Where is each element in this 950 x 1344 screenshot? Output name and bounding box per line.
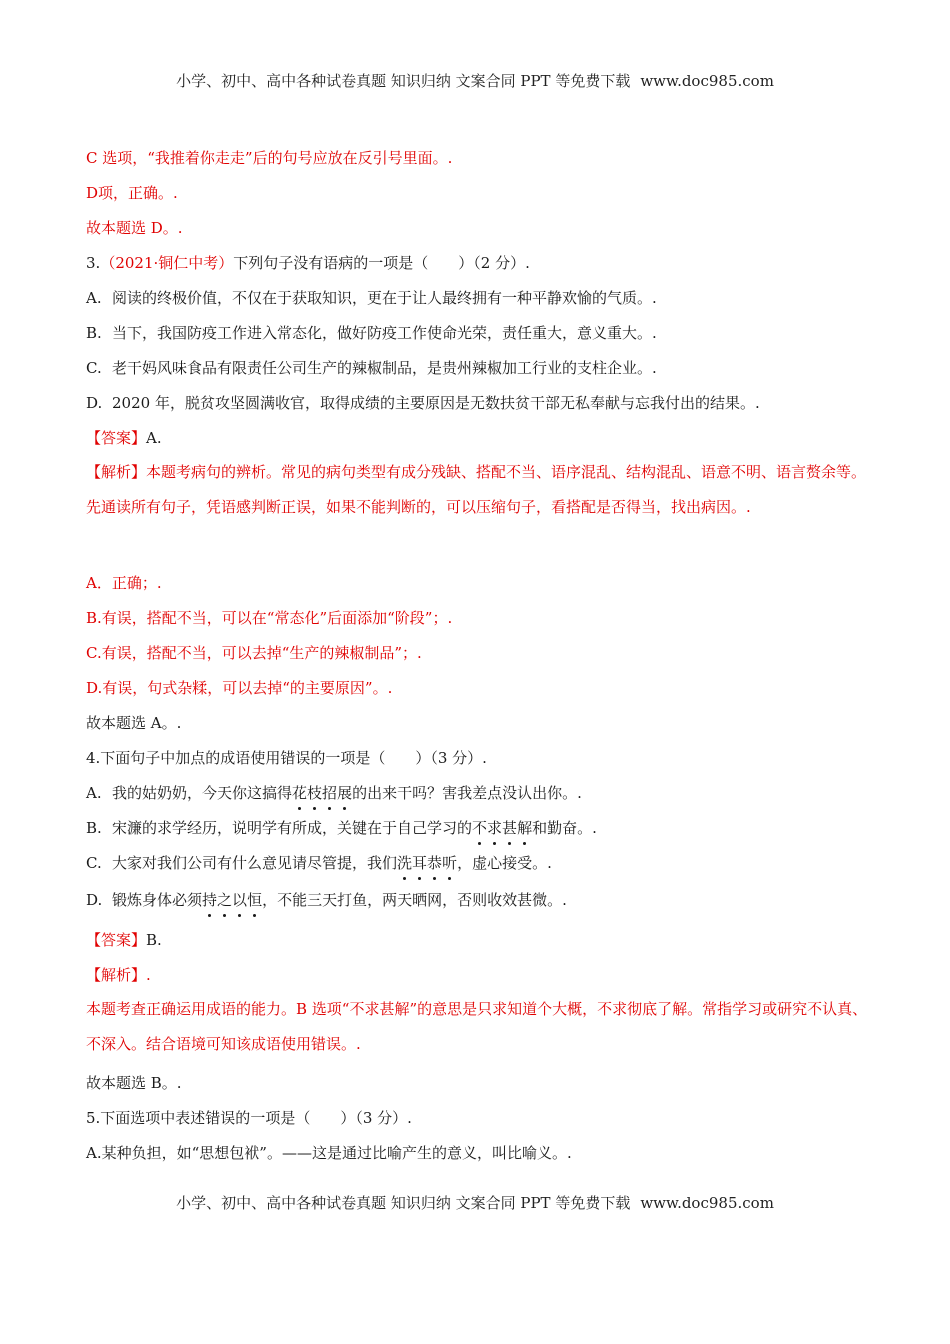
q4-option-before: 宋濂的求学经历，说明学有所成，关键在于自己学习的 — [112, 819, 473, 837]
dotted-character: 解 — [517, 819, 533, 837]
q4-dotted-idiom — [472, 819, 532, 837]
q3-option-letter: A. — [86, 289, 102, 307]
dotted-character: 招 — [322, 784, 338, 802]
dotted-character: 以 — [232, 891, 248, 909]
q4-option-before: 我的姑奶奶，今天你这搞得 — [112, 784, 293, 802]
q3-point-c: C.有误，搭配不当，可以去掉“生产的辣椒制品”；. — [86, 644, 422, 662]
q4-dotted-idiom — [292, 784, 352, 802]
page-footer — [0, 1192, 950, 1213]
q3-option-letter: B. — [86, 324, 102, 342]
q4-option-c — [86, 853, 876, 873]
q3-option-a — [86, 288, 876, 308]
q4-option-letter: B. — [86, 819, 102, 837]
q3-option-text: 老干妈风味食品有限责任公司生产的辣椒制品，是贵州辣椒加工行业的支柱企业。. — [112, 359, 657, 377]
q4-answer — [86, 930, 876, 950]
q3-option-d — [86, 393, 876, 413]
dotted-character: 花 — [292, 784, 308, 802]
dotted-character: 枝 — [307, 784, 323, 802]
page-header — [0, 70, 950, 91]
header-text: 小学、初中、高中各种试卷真题 知识归纳 文案合同 PPT 等免费下载 — [176, 72, 631, 90]
q3-option-text: 当下，我国防疫工作进入常态化，做好防疫工作使命光荣，责任重大，意义重大。. — [112, 324, 657, 342]
dotted-character: 恒 — [247, 891, 263, 909]
prev-option-d-analysis: D项，正确。. — [86, 184, 178, 202]
q3-point-a: A．正确；. — [86, 574, 162, 592]
q4-dotted-idiom — [202, 891, 262, 909]
dotted-character: 不 — [472, 819, 488, 837]
q3-option-letter: C. — [86, 359, 102, 377]
dotted-character: 甚 — [502, 819, 518, 837]
prev-option-c-analysis: C 选项，“我推着你走走”后的句号应放在反引号里面。. — [86, 149, 453, 167]
dotted-character: 求 — [487, 819, 503, 837]
dotted-character: 听 — [442, 854, 458, 872]
footer-text: 小学、初中、高中各种试卷真题 知识归纳 文案合同 PPT 等免费下载 — [176, 1194, 631, 1212]
q4-option-letter: C. — [86, 854, 102, 872]
q4-stem: 4.下面句子中加点的成语使用错误的一项是（ ）（3 分）. — [86, 749, 487, 767]
q4-option-after: ，不能三天打鱼，两天晒网，否则收效甚微。. — [262, 891, 567, 909]
q5-option-a: A.某种负担，如“思想包袱”。——这是通过比喻产生的意义，叫比喻义。. — [86, 1144, 572, 1162]
q4-option-after: ，虚心接受。. — [457, 854, 552, 872]
q4-conclusion: 故本题选 B。. — [86, 1074, 182, 1092]
q4-dotted-idiom — [397, 854, 457, 872]
dotted-character: 洗 — [397, 854, 413, 872]
q3-stem — [86, 253, 876, 273]
q3-conclusion: 故本题选 A。. — [86, 714, 182, 732]
q4-option-letter: A. — [86, 784, 102, 802]
dotted-character: 恭 — [427, 854, 443, 872]
header-url[interactable]: www.doc985.com — [640, 72, 774, 90]
q3-option-letter: D. — [86, 394, 103, 412]
q4-option-before: 锻炼身体必须 — [112, 891, 203, 909]
dotted-character: 耳 — [412, 854, 428, 872]
q3-analysis-text: 本题考病句的辨析。常见的病句类型有成分残缺、搭配不当、语序混乱、结构混乱、语意不明、语言赘余等。先通读所有句子，凭语感判断正误，如果不能判断的，可以压缩句子，看搭配是否得当，找出病因。. — [86, 463, 867, 516]
q3-answer-value: A. — [146, 429, 162, 447]
q4-option-letter: D. — [86, 891, 103, 909]
q4-option-d — [86, 890, 876, 910]
q3-option-b — [86, 323, 876, 343]
q3-analysis-label: 【解析】 — [86, 463, 147, 481]
q3-answer-label: 【答案】 — [86, 429, 147, 447]
q4-option-before: 大家对我们公司有什么意见请尽管提，我们 — [112, 854, 398, 872]
q3-source: （2021·铜仁中考） — [100, 254, 234, 272]
q4-analysis-text: 本题考查正确运用成语的能力。B 选项“不求甚解”的意思是只求知道个大概，不求彻底了解。常指学习或研究不认真、不深入。结合语境可知该成语使用错误。. — [86, 1000, 868, 1053]
q5-stem: 5.下面选项中表述错误的一项是（ ）（3 分）. — [86, 1109, 412, 1127]
q4-analysis-label: 【解析】. — [86, 966, 151, 984]
dotted-character: 持 — [202, 891, 218, 909]
q4-option-after: 的出来干吗？害我差点没认出你。. — [352, 784, 582, 802]
prev-conclusion: 故本题选 D。. — [86, 219, 183, 237]
q4-answer-label: 【答案】 — [86, 931, 147, 949]
q3-option-text: 2020 年，脱贫攻坚圆满收官，取得成绩的主要原因是无数扶贫干部无私奉献与忘我付出的结果。. — [112, 394, 760, 412]
q3-option-text: 阅读的终极价值，不仅在于获取知识，更在于让人最终拥有一种平静欢愉的气质。. — [112, 289, 657, 307]
q3-answer — [86, 428, 876, 448]
q4-option-a — [86, 783, 876, 803]
q4-answer-value: B. — [146, 931, 162, 949]
q3-analysis — [86, 455, 876, 525]
footer-url[interactable]: www.doc985.com — [640, 1194, 774, 1212]
q3-number: 3. — [86, 254, 101, 272]
q3-option-c — [86, 358, 876, 378]
q4-option-after: 和勤奋。. — [532, 819, 597, 837]
q3-point-d: D.有误，句式杂糅，可以去掉“的主要原因”。. — [86, 679, 393, 697]
q4-option-b — [86, 818, 876, 838]
dotted-character: 展 — [337, 784, 353, 802]
q3-point-b: B.有误，搭配不当，可以在“常态化”后面添加“阶段”；. — [86, 609, 453, 627]
q3-stem-text: 下列句子没有语病的一项是（ ）（2 分）. — [233, 254, 530, 272]
dotted-character: 之 — [217, 891, 233, 909]
